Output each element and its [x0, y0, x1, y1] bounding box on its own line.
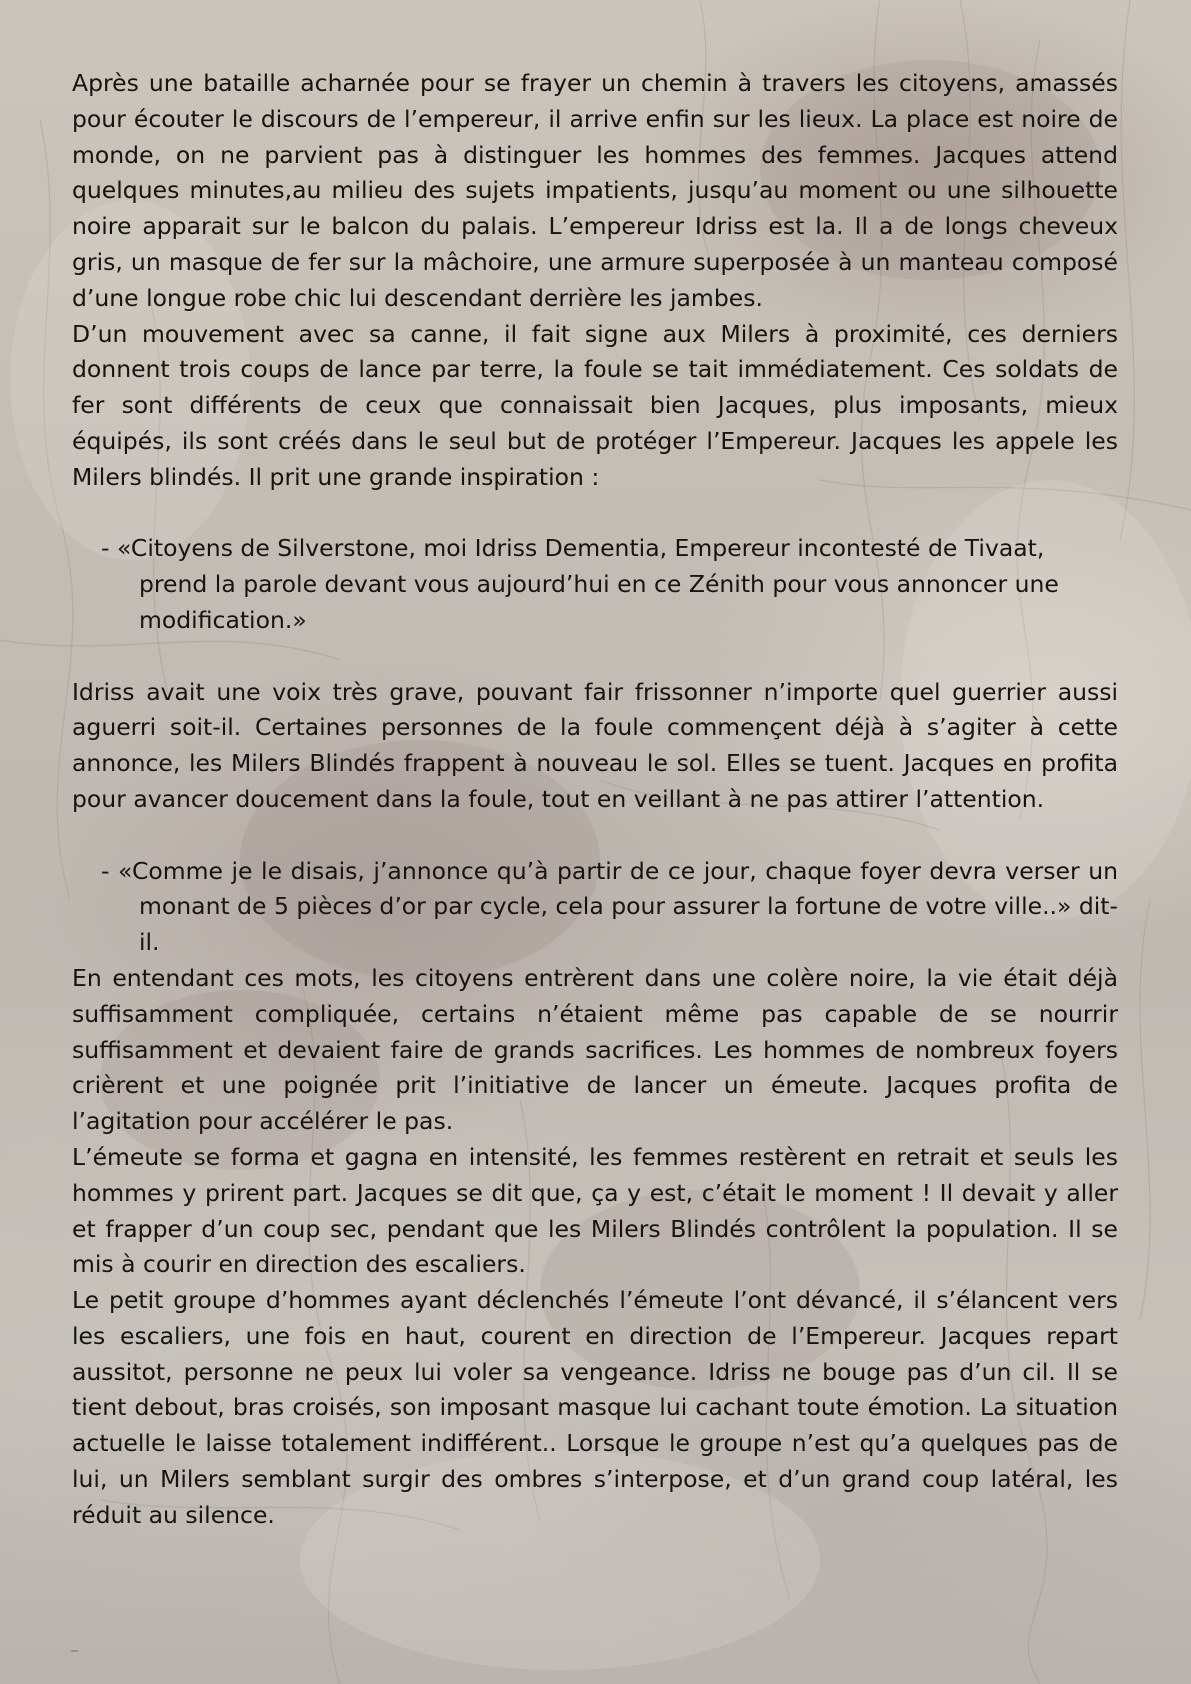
paragraph-arrival: Après une bataille acharnée pour se frayer un chemin à travers les citoyens, amassés pour écouter le discours de l’empereur, il arrive enfin sur les lieux. La place est noire de monde, on ne parvient pas à distinguer les hommes des femmes. Jacques attend quelques minutes,au milieu des sujets impatients, jusqu’au moment ou une silhouette noire apparait sur le balcon du palais. L’empereur Idriss est la. Il a de longs cheveux gris, un masque de fer sur la mâchoire, une armure superposée à un manteau composé d’une longue robe chic lui descendant derrière les jambes.: [72, 69, 1118, 312]
quote-emperor-opening: - «Citoyens de Silverstone, moi Idriss Dementia, Empereur incontesté de Tivaat, prend la parole devant vous aujourd’hui en ce Zénith pour vous annoncer une modification.»: [101, 534, 1059, 634]
paragraph-confrontation: Le petit groupe d’hommes ayant déclenchés l’émeute l’ont dévancé, il s’élancent vers les escaliers, une fois en haut, courent en direction de l’Empereur. Jacques repart aussitot, personne ne peux lui voler sa vengeance. Idriss ne bouge pas d’un cil. Il se tient debout, bras croisés, son imposant masque lui cachant toute émotion. La situation actuelle le laisse totalement indifférent.. Lorsque le groupe n’est qu’a quelques pas de lui, un Milers semblant surgir des ombres s’interpose, et d’un grand coup latéral, les réduit au silence.: [72, 1286, 1118, 1529]
paragraph-voice: Idriss avait une voix très grave, pouvant fair frissonner n’importe quel guerrier aussi aguerri soit-il. Certaines personnes de la foule commençent déjà à s’agiter à cette annonce, les Milers Blindés frappent à nouveau le sol. Elles se tuent. Jacques en profita pour avancer doucement dans la foule, tout en veillant à ne pas attirer l’attention.: [72, 677, 1118, 813]
paragraph-riot: L’émeute se forma et gagna en intensité, les femmes restèrent en retrait et seuls les hommes y prirent part. Jacques se dit que, ça y est, c’était le moment ! Il devait y aller et frapper d’un coup sec, pendant que les Milers Blindés contrôlent la population. Il se mis à courir en direction des escaliers.: [72, 1142, 1118, 1279]
paragraph-spacer: [72, 639, 1118, 675]
paragraph-spacer: [72, 496, 1118, 532]
paragraph-milers: D’un mouvement avec sa canne, il fait signe aux Milers à proximité, ces derniers donnent trois coups de lance par terre, la foule se tait immédiatement. Ces soldats de fer sont différents de ceux que connaissait bien Jacques, plus imposants, mieux équipés, ils sont créés dans le seul but de protéger l’Empereur. Jacques les appele les Milers blindés. Il prit une grande inspiration :: [72, 319, 1118, 491]
body-text: [72, 66, 1118, 1534]
quote-emperor-tax: - «Comme je le disais, j’annonce qu’à partir de ce jour, chaque foyer devra verser un monant de 5 pièces d’or par cycle, cela pour assurer la fortune de votre ville..» dit-il.: [101, 856, 1118, 957]
paragraph-spacer: [72, 818, 1118, 854]
paragraph-anger: En entendant ces mots, les citoyens entrèrent dans une colère noire, la vie était déjà suffisamment compliquée, certains n’étaient même pas capable de se nourrir suffisamment et devaient faire de grands sacrifices. Les hommes de nombreux foyers crièrent et une poignée prit l’initiative de lancer un émeute. Jacques profita de l’agitation pour accélérer le pas.: [72, 963, 1118, 1136]
footer-mark: _: [71, 1636, 78, 1652]
